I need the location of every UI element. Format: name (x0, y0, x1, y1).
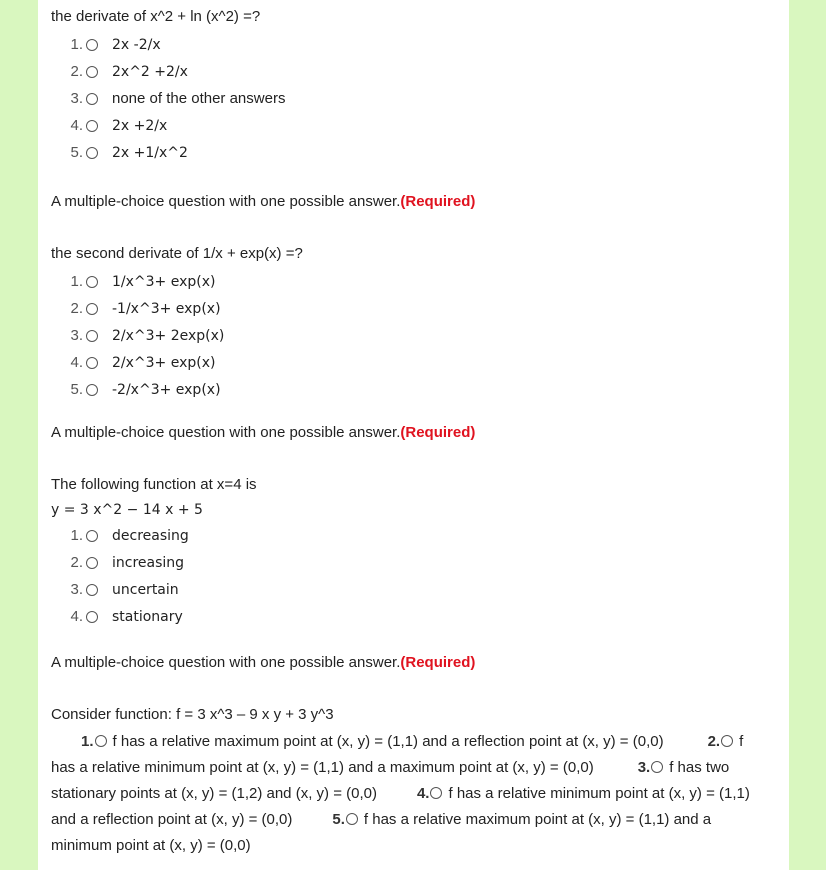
question-4-options (51, 729, 751, 859)
option-number: 3. (70, 90, 83, 107)
radio-button[interactable] (86, 330, 98, 342)
option-number: 2. (70, 300, 83, 317)
info-text: A multiple-choice question with one possible answer. (51, 654, 401, 671)
option-number: 2. (70, 63, 83, 80)
option-number: 3. (70, 327, 83, 344)
q4-option-1[interactable] (81, 733, 664, 750)
q1-option-1[interactable] (51, 31, 771, 58)
question-1-title: the derivate of x^2 + ln (x^2) =? (51, 8, 261, 25)
question-1-options (51, 31, 771, 166)
option-number: 1. (70, 36, 83, 53)
info-text: A multiple-choice question with one possible answer. (51, 193, 401, 210)
radio-button[interactable] (86, 384, 98, 396)
question-2-title: the second derivate of 1/x + exp(x) =? (51, 245, 303, 262)
option-number: 2. (707, 733, 721, 750)
question-3-title: The following function at x=4 is (51, 476, 257, 493)
q3-option-2[interactable] (51, 549, 771, 576)
q2-option-4[interactable] (51, 349, 771, 376)
q3-option-3[interactable] (51, 576, 771, 603)
option-label: none of the other answers (112, 90, 286, 107)
option-number: 4. (70, 117, 83, 134)
option-number: 3. (70, 581, 83, 598)
question-4-title: Consider function: f = 3 x^3 – 9 x y + 3 y^3 (51, 706, 334, 723)
question-2-options (51, 268, 771, 403)
radio-button[interactable] (86, 611, 98, 623)
radio-button[interactable] (86, 93, 98, 105)
question-3-options (51, 522, 771, 630)
required-label: (Required) (400, 654, 476, 671)
option-label: f has two stationary points at (x, y) = (1,2) and (x, y) = (0,0) (51, 759, 730, 802)
radio-button[interactable] (86, 557, 98, 569)
q2-option-3[interactable] (51, 322, 771, 349)
option-label: -1/x^3+ exp(x) (112, 300, 221, 317)
radio-button[interactable] (346, 813, 358, 825)
option-label: 2x +1/x^2 (112, 144, 188, 161)
option-label: 2x +2/x (112, 117, 168, 134)
option-label: increasing (112, 554, 185, 571)
option-number: 5. (70, 381, 83, 398)
option-label: f has a relative minimum point at (x, y) = (1,1) and a reflection point at (x, y) = (0,0) (51, 785, 750, 828)
required-label: (Required) (400, 193, 476, 210)
option-label: f has a relative maximum point at (x, y) = (1,1) and a reflection point at (x, y) = (0,0) (112, 733, 664, 750)
option-label: 1/x^3+ exp(x) (112, 273, 216, 290)
radio-button[interactable] (86, 357, 98, 369)
option-number: 1. (70, 273, 83, 290)
radio-button[interactable] (86, 147, 98, 159)
q2-option-5[interactable] (51, 376, 771, 403)
radio-button[interactable] (86, 120, 98, 132)
option-label: 2x^2 +2/x (112, 63, 188, 80)
option-label: decreasing (112, 527, 189, 544)
option-number: 1. (81, 733, 94, 750)
radio-button[interactable] (86, 303, 98, 315)
q1-option-5[interactable] (51, 139, 771, 166)
option-label: stationary (112, 608, 183, 625)
q1-option-4[interactable] (51, 112, 771, 139)
option-label: 2/x^3+ 2exp(x) (112, 327, 225, 344)
option-number: 4. (70, 608, 83, 625)
question-3 (51, 475, 771, 630)
option-number: 4. (70, 354, 83, 371)
q1-option-3[interactable] (51, 85, 771, 112)
option-label: f has a relative minimum point at (x, y) = (1,1) and a maximum point at (x, y) = (0,0) (51, 733, 744, 776)
option-number: 5. (70, 144, 83, 161)
option-number: 5. (332, 811, 345, 828)
question-2-info (51, 424, 475, 441)
option-label: 2/x^3+ exp(x) (112, 354, 216, 371)
question-sheet (38, 0, 789, 870)
question-2 (51, 244, 771, 403)
q2-option-1[interactable] (51, 268, 771, 295)
radio-button[interactable] (721, 735, 733, 747)
question-1 (51, 7, 771, 166)
option-label: 2x -2/x (112, 36, 161, 53)
radio-button[interactable] (86, 584, 98, 596)
info-text: A multiple-choice question with one possible answer. (51, 424, 401, 441)
option-number: 4. (416, 785, 430, 802)
q3-option-1[interactable] (51, 522, 771, 549)
question-1-info (51, 193, 475, 210)
option-number: 2. (70, 554, 83, 571)
radio-button[interactable] (95, 735, 107, 747)
option-label: uncertain (112, 581, 179, 598)
option-number: 3. (637, 759, 651, 776)
q1-option-2[interactable] (51, 58, 771, 85)
option-label: f has a relative maximum point at (x, y) = (1,1) and a minimum point at (x, y) = (0,0) (51, 811, 712, 854)
radio-button[interactable] (86, 276, 98, 288)
radio-button[interactable] (86, 39, 98, 51)
question-3-formula: y = 3 x^2 − 14 x + 5 (51, 502, 203, 518)
radio-button[interactable] (86, 66, 98, 78)
question-3-info (51, 654, 475, 671)
required-label: (Required) (400, 424, 476, 441)
option-number: 1. (70, 527, 83, 544)
question-4 (51, 705, 771, 859)
q3-option-4[interactable] (51, 603, 771, 630)
option-label: -2/x^3+ exp(x) (112, 381, 221, 398)
q2-option-2[interactable] (51, 295, 771, 322)
radio-button[interactable] (430, 787, 442, 799)
radio-button[interactable] (651, 761, 663, 773)
radio-button[interactable] (86, 530, 98, 542)
